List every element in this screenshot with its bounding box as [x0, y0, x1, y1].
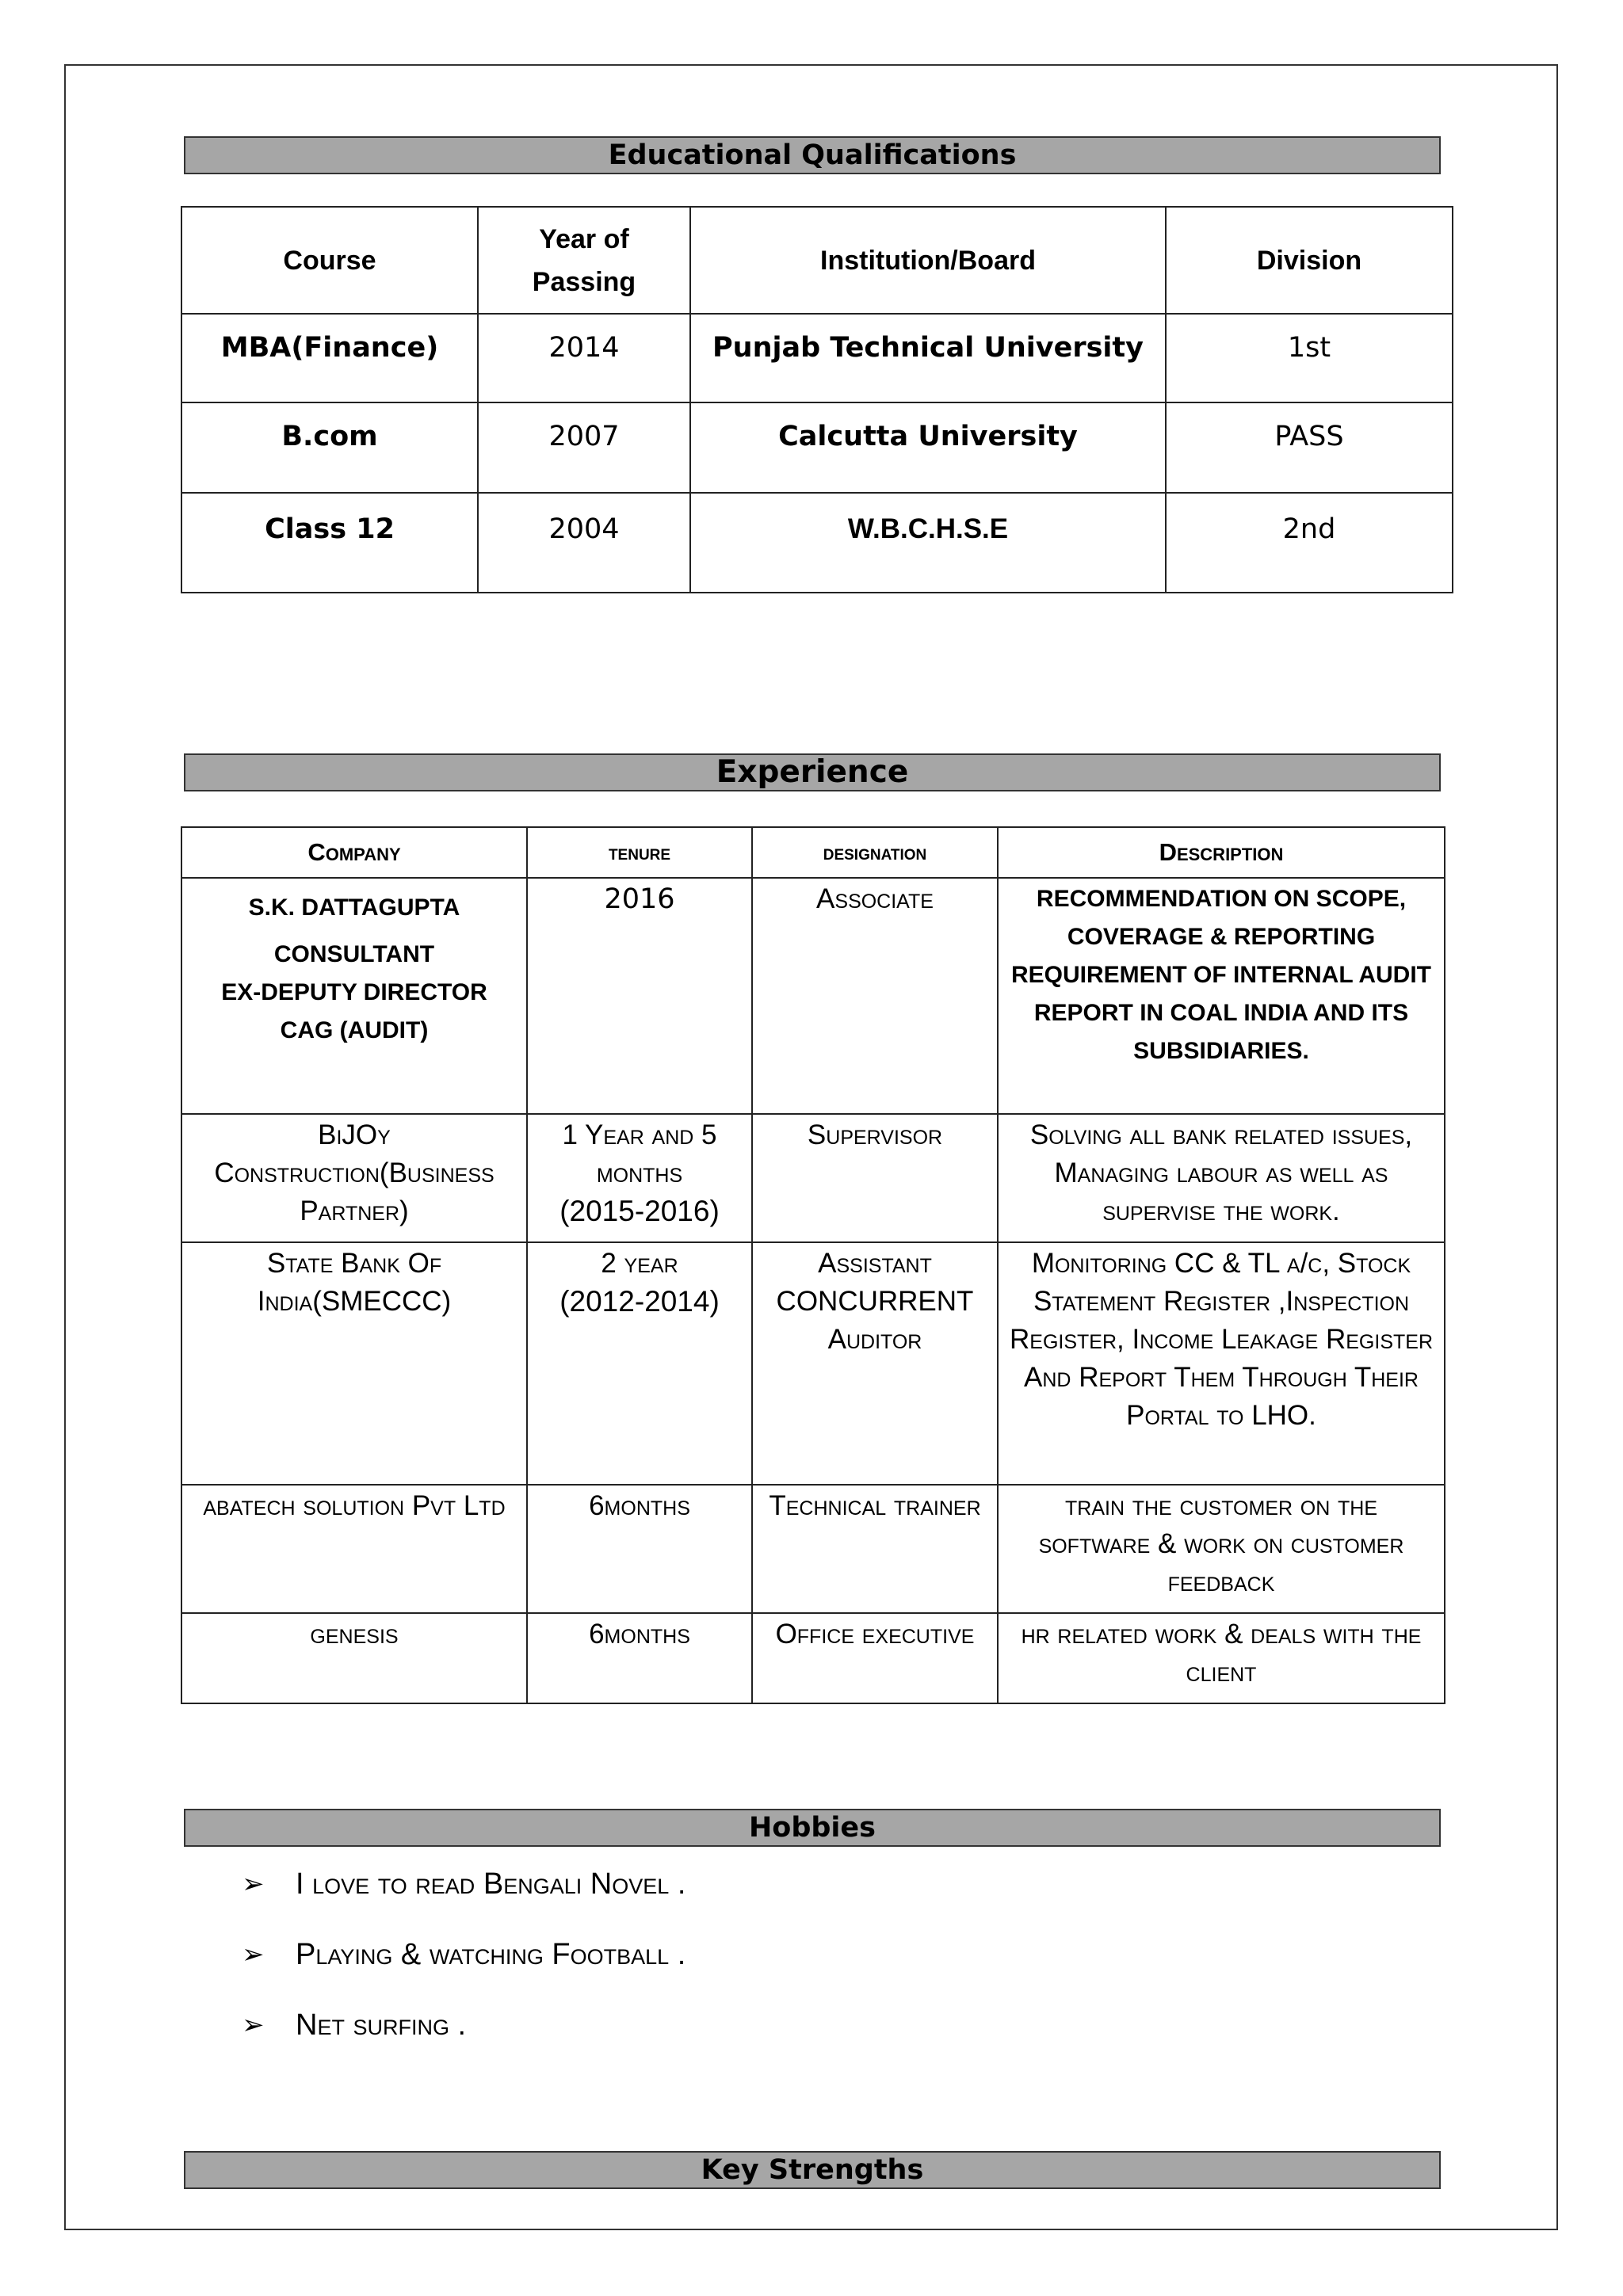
company-cell: State Bank Of India(SMECCC): [181, 1242, 527, 1485]
table-row: [181, 402, 1453, 493]
description-cell: RECOMMENDATION ON SCOPE, COVERAGE & REPORTING REQUIREMENT OF INTERNAL AUDIT REPORT IN COAL INDIA AND ITS SUBSIDIARIES.: [998, 878, 1445, 1114]
tenure-cell: 6months: [527, 1485, 752, 1613]
company-detail: CAG (AUDIT): [280, 1017, 429, 1043]
tenure-duration: 1 Year and 5 months: [562, 1119, 717, 1188]
description-cell: Monitoring CC & TL a/c, Stock Statement Register ,Inspection Register, Income Leakage Register And Report Them Through Their Portal to LHO.: [998, 1242, 1445, 1485]
experience-heading: Experience: [184, 753, 1441, 791]
table-row: [181, 1613, 1445, 1703]
arrow-bullet-icon: ➢: [242, 1869, 265, 1899]
designation-cell: Associate: [752, 878, 998, 1114]
designation-cell: Office executive: [752, 1613, 998, 1703]
education-heading: Educational Qualifications: [184, 136, 1441, 174]
company-cell: abatech solution Pvt Ltd: [181, 1485, 527, 1613]
table-row: [181, 314, 1453, 402]
course-cell: MBA(Finance): [181, 314, 478, 402]
column-header-tenure: tenure: [527, 827, 752, 878]
education-header-row: [181, 207, 1453, 314]
hobby-text: Playing & watching Football .: [296, 1938, 686, 1971]
column-header-designation: designation: [752, 827, 998, 878]
division-cell: 2nd: [1166, 493, 1453, 593]
division-cell: PASS: [1166, 402, 1453, 493]
description-cell: train the customer on the software & work on customer feedback: [998, 1485, 1445, 1613]
table-row: [181, 493, 1453, 593]
tenure-cell: 2016: [527, 878, 752, 1114]
table-row: [181, 878, 1445, 1114]
tenure-cell: [527, 1242, 752, 1485]
table-row: [181, 1114, 1445, 1242]
list-item: [242, 1999, 685, 2069]
tenure-cell: [527, 1114, 752, 1242]
column-header-division: Division: [1166, 207, 1453, 314]
company-cell: BiJOy Construction(Business Partner): [181, 1114, 527, 1242]
hobby-text: I love to read Bengali Novel .: [296, 1867, 686, 1901]
course-cell: B.com: [181, 402, 478, 493]
designation-cell: Technical trainer: [752, 1485, 998, 1613]
company-detail: CONSULTANT: [273, 941, 435, 967]
key-strengths-heading: Key Strengths: [184, 2151, 1441, 2189]
course-cell: Class 12: [181, 493, 478, 593]
experience-header-row: [181, 827, 1445, 878]
arrow-bullet-icon: ➢: [242, 1939, 265, 1970]
tenure-cell: 6months: [527, 1613, 752, 1703]
list-item: [242, 1858, 685, 1928]
year-cell: 2007: [478, 402, 690, 493]
year-cell: 2014: [478, 314, 690, 402]
list-item: [242, 1928, 685, 1999]
institution-cell: Punjab Technical University: [690, 314, 1166, 402]
tenure-years: (2012-2014): [559, 1285, 720, 1318]
company-cell: [181, 878, 527, 1114]
hobbies-list: [242, 1858, 685, 2069]
column-header-year: Year of Passing: [478, 207, 690, 314]
tenure-duration: 2 year: [601, 1248, 678, 1279]
year-cell: 2004: [478, 493, 690, 593]
table-row: [181, 1485, 1445, 1613]
column-header-description: Description: [998, 827, 1445, 878]
education-table: [181, 206, 1453, 593]
column-header-course: Course: [181, 207, 478, 314]
company-name: S.K. DATTAGUPTA: [248, 894, 460, 921]
company-cell: genesis: [181, 1613, 527, 1703]
hobby-text: Net surfing .: [296, 2008, 467, 2042]
column-header-institution: Institution/Board: [690, 207, 1166, 314]
designation-cell: Supervisor: [752, 1114, 998, 1242]
institution-cell: Calcutta University: [690, 402, 1166, 493]
experience-table: [181, 826, 1445, 1704]
division-cell: 1st: [1166, 314, 1453, 402]
hobbies-heading: Hobbies: [184, 1809, 1441, 1847]
column-header-company: Company: [181, 827, 527, 878]
institution-cell: W.B.C.H.S.E: [690, 493, 1166, 593]
table-row: [181, 1242, 1445, 1485]
company-detail: EX-DEPUTY DIRECTOR: [221, 979, 487, 1005]
description-cell: Solving all bank related issues, Managing labour as well as supervise the work.: [998, 1114, 1445, 1242]
arrow-bullet-icon: ➢: [242, 2010, 265, 2040]
description-cell: hr related work & deals with the client: [998, 1613, 1445, 1703]
tenure-years: (2015-2016): [559, 1195, 720, 1227]
designation-cell: Assistant CONCURRENT Auditor: [752, 1242, 998, 1485]
